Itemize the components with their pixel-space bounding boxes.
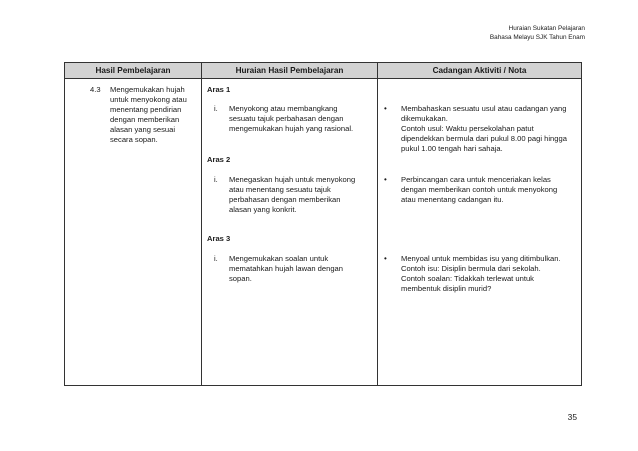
activity-2-line: Perbincangan cara untuk menceriakan kelas — [401, 175, 551, 184]
level-2-line: atau menentang sesuatu tajuk — [229, 185, 331, 194]
outcome-line: alasan yang sesuai — [110, 125, 176, 134]
level-1-line: Menyokong atau membangkang — [229, 104, 338, 113]
level-1-line: sesuatu tajuk perbahasan dengan — [229, 114, 344, 123]
level-2-numeral: i. — [214, 175, 218, 184]
activity-3-line: Contoh soalan: Tidakkah terlewat untuk — [401, 274, 534, 283]
activity-3-line: Menyoal untuk membidas isu yang ditimbulkan. — [401, 254, 561, 263]
header-line-1: Huraian Sukatan Pelajaran — [508, 25, 585, 32]
activity-3-text — [401, 254, 579, 294]
activity-3-line: Contoh isu: Disiplin bermula dari sekolah. — [401, 264, 541, 273]
page-number: 35 — [567, 412, 577, 422]
level-2-heading: Aras 2 — [207, 155, 231, 164]
level-3-line: mematahkan hujah lawan dengan — [229, 264, 343, 273]
activity-3-line: membentuk disiplin murid? — [401, 284, 492, 293]
activity-1-line: dikemukakan. — [401, 114, 448, 123]
table-header-row — [65, 63, 582, 79]
column-header-outcome-description: Huraian Hasil Pembelajaran — [202, 63, 378, 79]
outcome-line: Mengemukakan hujah — [110, 85, 185, 94]
table-row — [65, 79, 582, 386]
column-header-learning-outcome: Hasil Pembelajaran — [65, 63, 202, 79]
activity-1-line: Membahaskan sesuatu usul atau cadangan yang — [401, 104, 567, 113]
bullet-icon: • — [384, 254, 387, 263]
outcome-line: untuk menyokong atau — [110, 95, 187, 104]
level-1-numeral: i. — [214, 104, 218, 113]
activity-1-text — [401, 104, 579, 154]
outcome-line: menentang pendirian — [110, 105, 182, 114]
activity-1-line: Contoh usul: Waktu persekolahan patut — [401, 124, 534, 133]
activity-2-line: dengan memberikan contoh untuk menyokong — [401, 185, 558, 194]
suggested-activities-cell — [378, 79, 582, 386]
outcome-line: secara sopan. — [110, 135, 158, 144]
curriculum-table — [64, 62, 582, 386]
level-1-text — [229, 104, 369, 134]
activity-2-text — [401, 175, 579, 205]
level-1-line: mengemukakan hujah yang rasional. — [229, 124, 354, 133]
level-3-text — [229, 254, 369, 284]
level-3-numeral: i. — [214, 254, 218, 263]
header-line-2: Bahasa Melayu SJK Tahun Enam — [489, 34, 585, 41]
outcome-description-cell — [202, 79, 378, 386]
learning-outcome-cell — [65, 79, 202, 386]
outcome-line: dengan memberikan — [110, 115, 180, 124]
outcome-number: 4.3 — [90, 85, 101, 94]
activity-1-line: pukul 1.00 tengah hari sahaja. — [401, 144, 503, 153]
level-3-line: sopan. — [229, 274, 252, 283]
page-header — [490, 24, 585, 42]
level-3-line: Mengemukakan soalan untuk — [229, 254, 329, 263]
bullet-icon: • — [384, 175, 387, 184]
level-2-line: perbahasan dengan memberikan — [229, 195, 341, 204]
activity-1-line: dipendekkan bermula dari pukul 8.00 pagi hingga — [401, 134, 567, 143]
column-header-suggested-activities: Cadangan Aktiviti / Nota — [378, 63, 582, 79]
level-1-heading: Aras 1 — [207, 85, 231, 94]
outcome-text — [110, 85, 200, 145]
level-2-text — [229, 175, 369, 215]
activity-2-line: atau menentang cadangan itu. — [401, 195, 504, 204]
level-2-line: alasan yang konkrit. — [229, 205, 297, 214]
level-2-line: Menegaskan hujah untuk menyokong — [229, 175, 356, 184]
bullet-icon: • — [384, 104, 387, 113]
level-3-heading: Aras 3 — [207, 234, 231, 243]
